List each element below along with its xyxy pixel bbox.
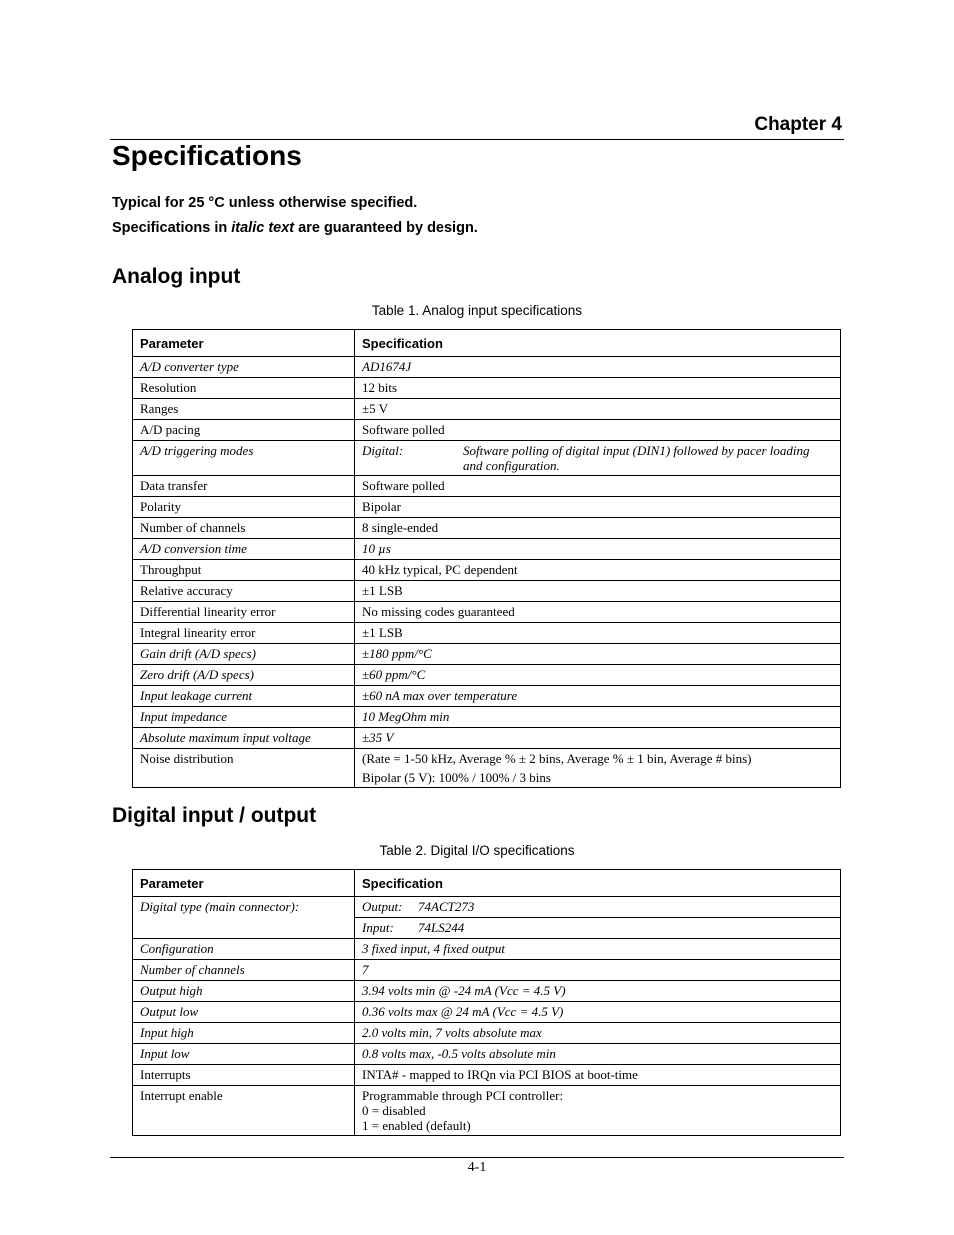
output-type-label: Output: (362, 899, 403, 914)
table-row (133, 1002, 841, 1023)
param-cell: Resolution (133, 378, 355, 399)
trigger-mode-description: Software polling of digital input (DIN1) followed by pacer loading and configuration. (463, 443, 810, 473)
italic-note-prefix: Specifications in (112, 220, 232, 236)
param-cell: Input low (133, 1044, 355, 1065)
noise-description: (Rate = 1-50 kHz, Average % ± 2 bins, Average % ± 1 bin, Average # bins) (362, 751, 752, 766)
param-cell: Noise distribution (133, 749, 355, 788)
table-row (133, 560, 841, 581)
italic-note-suffix: are guaranteed by design. (294, 220, 478, 236)
param-cell: A/D triggering modes (133, 441, 355, 476)
column-header-parameter: Parameter (133, 330, 355, 357)
analog-heading: Analog input (112, 265, 241, 288)
spec-cell: AD1674J (355, 357, 841, 378)
table-row (133, 476, 841, 497)
table-row (133, 581, 841, 602)
column-header-specification: Specification (355, 330, 841, 357)
trigger-mode-label: Digital: (362, 443, 404, 458)
table-row (133, 441, 841, 476)
table-row (133, 378, 841, 399)
param-cell: Ranges (133, 399, 355, 420)
table-row (133, 1044, 841, 1065)
italic-note (112, 220, 478, 236)
table-row (133, 728, 841, 749)
spec-cell: 8 single-ended (355, 518, 841, 539)
table-row (133, 497, 841, 518)
table-row (133, 686, 841, 707)
spec-cell (355, 918, 841, 939)
param-cell: Input leakage current (133, 686, 355, 707)
output-type-value: 74ACT273 (418, 899, 475, 914)
param-cell: Integral linearity error (133, 623, 355, 644)
spec-cell: ±60 ppm/°C (355, 665, 841, 686)
param-cell: Number of channels (133, 518, 355, 539)
param-cell: A/D conversion time (133, 539, 355, 560)
spec-cell: ±35 V (355, 728, 841, 749)
table-header-row (133, 330, 841, 357)
spec-cell: ±1 LSB (355, 581, 841, 602)
spec-cell: ±5 V (355, 399, 841, 420)
param-cell: Interrupt enable (133, 1086, 355, 1136)
spec-cell: ±180 ppm/°C (355, 644, 841, 665)
digital-table (132, 869, 841, 1136)
param-cell: Zero drift (A/D specs) (133, 665, 355, 686)
param-cell: Input impedance (133, 707, 355, 728)
footer-rule (110, 1157, 844, 1158)
param-cell: A/D pacing (133, 420, 355, 441)
spec-cell (355, 441, 841, 476)
param-cell: Throughput (133, 560, 355, 581)
table-row (133, 357, 841, 378)
param-cell: Absolute maximum input voltage (133, 728, 355, 749)
analog-table (132, 329, 841, 788)
table-row (133, 960, 841, 981)
spec-cell: 3.94 volts min @ -24 mA (Vcc = 4.5 V) (355, 981, 841, 1002)
table-row (133, 420, 841, 441)
interrupt-enable-line: Programmable through PCI controller: (362, 1088, 564, 1103)
table-header-row (133, 870, 841, 897)
italic-note-word: italic text (231, 220, 295, 236)
spec-cell (355, 897, 841, 918)
spec-cell: Software polled (355, 420, 841, 441)
spec-cell: INTA# - mapped to IRQn via PCI BIOS at boot-time (355, 1065, 841, 1086)
spec-cell: No missing codes guaranteed (355, 602, 841, 623)
input-type-label: Input: (362, 920, 394, 935)
typical-note: Typical for 25 °C unless otherwise specified. (112, 195, 418, 211)
table-row (133, 399, 841, 420)
param-cell: Polarity (133, 497, 355, 518)
table-row (133, 1023, 841, 1044)
spec-cell: 10 µs (355, 539, 841, 560)
table-row (133, 602, 841, 623)
input-type-value: 74LS244 (418, 920, 465, 935)
table-row (133, 1065, 841, 1086)
param-cell: Differential linearity error (133, 602, 355, 623)
param-cell: Gain drift (A/D specs) (133, 644, 355, 665)
interrupt-enable-line: 1 = enabled (default) (362, 1118, 471, 1133)
spec-cell: Bipolar (355, 497, 841, 518)
spec-cell: 2.0 volts min, 7 volts absolute max (355, 1023, 841, 1044)
spec-cell: 7 (355, 960, 841, 981)
table-row (133, 623, 841, 644)
spec-cell (355, 1086, 841, 1136)
param-cell: Input high (133, 1023, 355, 1044)
table-row (133, 644, 841, 665)
table-row (133, 981, 841, 1002)
table-row (133, 1086, 841, 1136)
interrupt-enable-line: 0 = disabled (362, 1103, 426, 1118)
table-row (133, 665, 841, 686)
param-cell: A/D converter type (133, 357, 355, 378)
table-row (133, 897, 841, 918)
table-row (133, 539, 841, 560)
noise-values: Bipolar (5 V): 100% / 100% / 3 bins (362, 770, 551, 785)
digital-heading: Digital input / output (112, 804, 317, 827)
table-row (133, 749, 841, 788)
param-cell: Number of channels (133, 960, 355, 981)
param-cell: Digital type (main connector): (133, 897, 355, 939)
param-cell: Output high (133, 981, 355, 1002)
param-cell: Data transfer (133, 476, 355, 497)
param-cell: Output low (133, 1002, 355, 1023)
spec-cell: 40 kHz typical, PC dependent (355, 560, 841, 581)
analog-caption: Table 1. Analog input specifications (371, 303, 583, 318)
table-row (133, 939, 841, 960)
spec-cell: ±1 LSB (355, 623, 841, 644)
spec-cell: 3 fixed input, 4 fixed output (355, 939, 841, 960)
spec-cell: 10 MegOhm min (355, 707, 841, 728)
column-header-parameter: Parameter (133, 870, 355, 897)
spec-cell (355, 749, 841, 788)
param-cell: Interrupts (133, 1065, 355, 1086)
spec-cell: 12 bits (355, 378, 841, 399)
spec-cell: 0.8 volts max, -0.5 volts absolute min (355, 1044, 841, 1065)
page-number: 4-1 (467, 1160, 487, 1175)
spec-cell: 0.36 volts max @ 24 mA (Vcc = 4.5 V) (355, 1002, 841, 1023)
page-title: Specifications (112, 140, 302, 171)
spec-cell: Software polled (355, 476, 841, 497)
column-header-specification: Specification (355, 870, 841, 897)
param-cell: Relative accuracy (133, 581, 355, 602)
param-cell: Configuration (133, 939, 355, 960)
digital-caption: Table 2. Digital I/O specifications (379, 843, 575, 858)
table-row (133, 518, 841, 539)
spec-cell: ±60 nA max over temperature (355, 686, 841, 707)
table-row (133, 707, 841, 728)
chapter-label: Chapter 4 (754, 114, 842, 135)
